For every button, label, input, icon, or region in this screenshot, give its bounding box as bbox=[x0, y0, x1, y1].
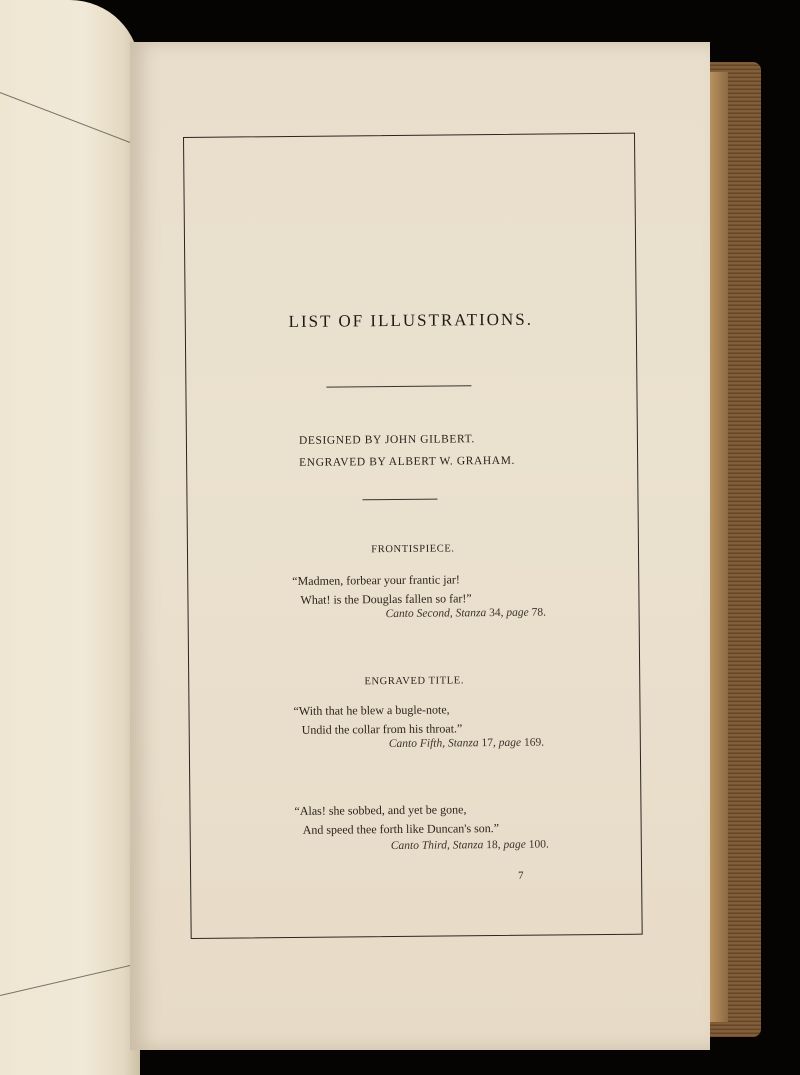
credits-rule bbox=[362, 499, 437, 501]
verse-line: “Madmen, forbear your frantic jar! bbox=[292, 572, 460, 588]
verse-line: What! is the Douglas fallen so far!” bbox=[300, 591, 472, 607]
citation-canto: Canto Second, bbox=[385, 607, 453, 621]
entry-citation bbox=[386, 607, 546, 621]
citation-page-number: 78. bbox=[531, 606, 546, 619]
citation-page-label: page bbox=[506, 606, 529, 619]
entry-heading: FRONTISPIECE. bbox=[371, 543, 455, 556]
engraver-credit: ENGRAVED BY ALBERT W. GRAHAM. bbox=[299, 454, 516, 469]
citation-stanza-label: Stanza bbox=[447, 737, 479, 750]
entry-verse bbox=[294, 800, 499, 840]
verse-line: And speed thee forth like Duncan's son.” bbox=[302, 820, 500, 837]
facing-page bbox=[0, 0, 140, 1075]
verse-line: “With that he blew a bugle-note, bbox=[293, 702, 450, 718]
facing-page-rule-bottom bbox=[0, 965, 132, 996]
entry-citation bbox=[391, 839, 549, 853]
designer-credit: DESIGNED BY JOHN GILBERT. bbox=[298, 433, 475, 447]
entry-verse bbox=[292, 570, 472, 610]
citation-stanza-label: Stanza bbox=[455, 607, 487, 620]
citation-page-number: 100. bbox=[528, 838, 549, 851]
entry-heading: ENGRAVED TITLE. bbox=[364, 675, 465, 688]
page-border-frame bbox=[183, 133, 643, 939]
citation-page-label: page bbox=[498, 736, 522, 749]
verse-line: “Alas! she sobbed, and yet be gone, bbox=[294, 802, 467, 818]
citation-stanza-number: 17, bbox=[481, 737, 496, 750]
page-number: 7 bbox=[518, 869, 524, 882]
entry-verse bbox=[293, 700, 462, 740]
entry-citation bbox=[389, 737, 544, 750]
facing-page-rule-top bbox=[0, 92, 140, 147]
citation-canto: Canto Third, bbox=[390, 839, 450, 853]
book-page bbox=[130, 42, 710, 1050]
credits bbox=[299, 428, 515, 474]
citation-page-number: 169. bbox=[523, 736, 545, 749]
citation-page-label: page bbox=[503, 838, 526, 851]
citation-stanza-number: 18, bbox=[486, 838, 501, 852]
title-rule bbox=[326, 385, 471, 387]
verse-line: Undid the collar from his throat.” bbox=[301, 721, 463, 737]
page-title: LIST OF ILLUSTRATIONS. bbox=[288, 309, 534, 331]
citation-canto: Canto Fifth, bbox=[388, 737, 446, 751]
citation-stanza-label: Stanza bbox=[452, 839, 484, 852]
citation-stanza-number: 34, bbox=[489, 606, 504, 620]
